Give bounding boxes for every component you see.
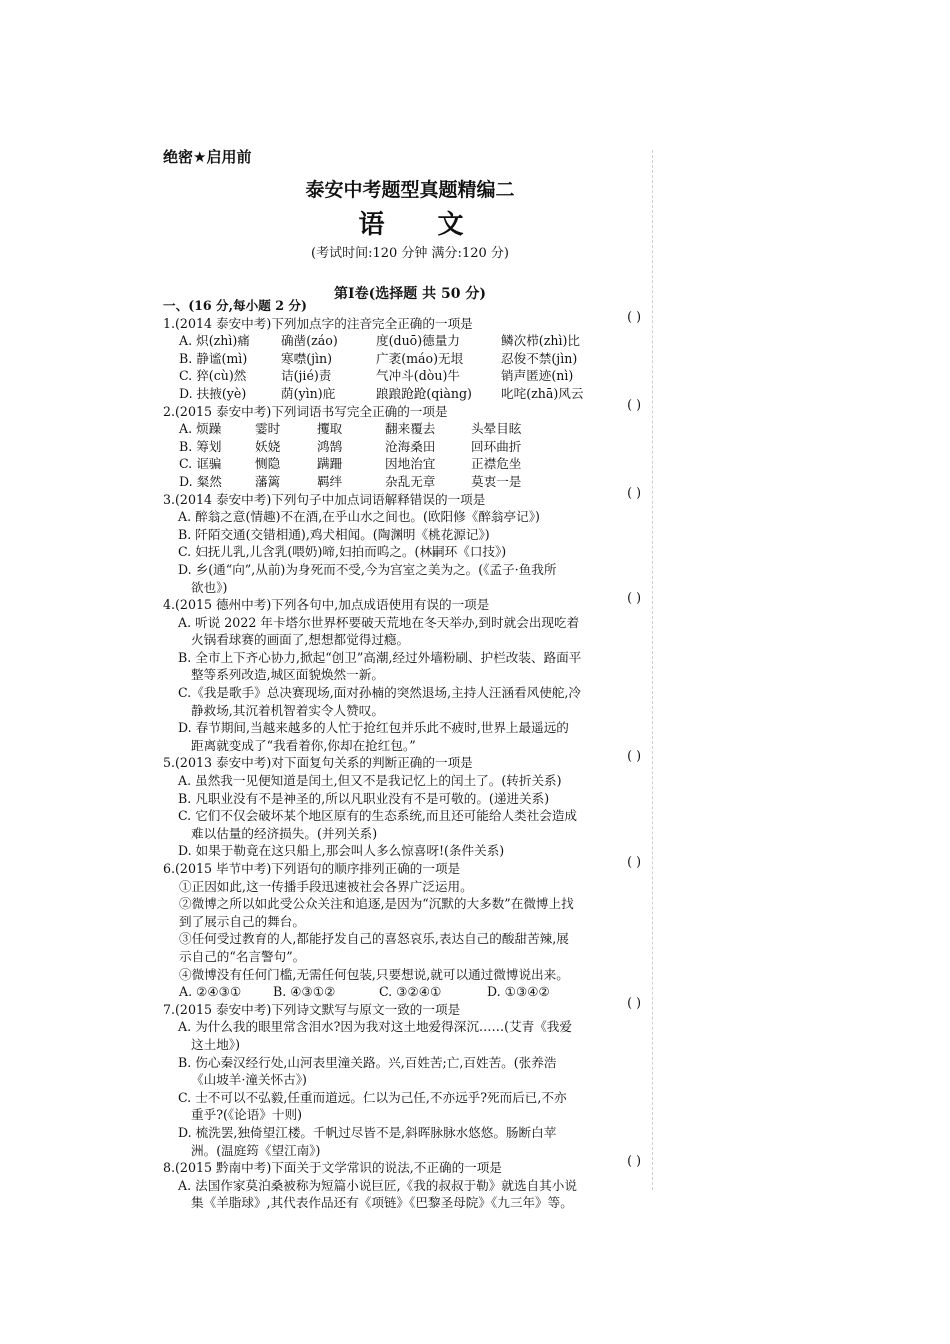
option-d: D. 如果于勒竟在这只船上,那会叫人多么惊喜呀!(条件关系): [178, 843, 505, 859]
exam-info: (考试时间:120 分钟 满分:120 分): [311, 246, 509, 261]
option-d: D. 乡(通“向”,从前)为身死而不受,今为宫室之美为之。(《孟子·鱼我所: [178, 561, 557, 577]
option-cell: 广袤(máo)无垠: [376, 350, 464, 366]
option-cell: 翻来覆去: [385, 421, 436, 437]
part-heading: 第Ⅰ卷(选择题 共 50 分): [334, 286, 486, 302]
option-row: [163, 473, 653, 491]
option-cell: 荫(yìn)庇: [281, 385, 336, 401]
option-cell: 莫衷一是: [471, 473, 522, 489]
option-cell: 踉踉跄跄(qiàng): [376, 385, 472, 401]
question-7: [163, 994, 653, 1019]
question-1: [163, 308, 653, 333]
question-stem: 3.(2014 泰安中考)下列句子中加点词语解释错误的一项是: [163, 491, 486, 507]
option-b-cont: 《山坡羊·潼关怀古》): [191, 1072, 307, 1088]
option-a: A. 虽然我一见便知道是闰土,但又不是我记忆上的闰土了。(转折关系): [178, 773, 562, 789]
sentence-3-cont: 示自己的“名言警句”。: [179, 948, 306, 964]
option-b: B. 全市上下齐心协力,掀起“创卫”高潮,经过外墙粉刷、护栏改装、路面平: [178, 649, 582, 665]
option-c-cont: 重乎?(《论语》十则): [191, 1107, 303, 1123]
answer-blank: ( ): [627, 590, 641, 606]
option-a-cont: 这土地》): [191, 1036, 240, 1052]
option-d: D. 梳洗罢,独倚望江楼。千帆过尽皆不是,斜晖脉脉水悠悠。肠断白苹: [178, 1124, 557, 1140]
option-cell: 忍俊不禁(jìn): [501, 350, 578, 366]
option-cell: B. ④③①②: [273, 984, 336, 1000]
option-b: B. 凡职业没有不是神圣的,所以凡职业没有不是可敬的。(递进关系): [178, 790, 550, 806]
option-cell: C. 诓骗: [179, 456, 222, 472]
option-row: [163, 367, 653, 385]
option-cell: 攫取: [317, 421, 343, 437]
option-row: [163, 385, 653, 403]
option-cell: C. ③②④①: [379, 984, 442, 1000]
option-d: D. 春节期间,当越来越多的人忙于抢红包并乐此不疲时,世界上最遥远的: [178, 720, 569, 736]
question-stem: 7.(2015 泰安中考)下列诗文默写与原文一致的一项是: [163, 1001, 461, 1017]
question-6: [163, 854, 653, 878]
question-body: [163, 297, 653, 1212]
question-3: [163, 484, 653, 509]
option-cell: 度(duō)德量力: [376, 333, 460, 349]
question-stem: 8.(2015 黔南中考)下面关于文学常识的说法,不正确的一项是: [163, 1160, 502, 1176]
option-d-cont: 距离就变成了“我看着你,你却在抢红包。”: [191, 737, 416, 753]
option-c-cont: 静救场,其沉着机智着实令人赞叹。: [191, 702, 384, 718]
question-stem: 4.(2015 德州中考)下列各句中,加点成语使用有误的一项是: [163, 597, 490, 613]
option-cell: D. 扶掖(yè): [179, 385, 247, 401]
question-5: [163, 748, 653, 772]
option-a: A. 醉翁之意(情趣)不在酒,在乎山水之间也。(欧阳修《醉翁亭记》): [178, 509, 540, 525]
option-d-cont: 欲也》): [191, 579, 228, 595]
option-cell: A. ②④③①: [179, 984, 242, 1000]
option-cell: 恻隐: [255, 456, 281, 472]
option-c: C. 它们不仅会破坏某个地区原有的生态系统,而且还可能给人类社会造成: [178, 808, 578, 824]
option-cell: 因地治宜: [385, 456, 436, 472]
option-a-cont: 集《羊脂球》,其代表作品还有《项链》《巴黎圣母院》《九三年》等。: [191, 1195, 573, 1211]
sentence-4: ④微博没有任何门槛,无需任何包装,只要想说,就可以通过微博说出来。: [179, 966, 569, 982]
option-cell: 沧海桑田: [385, 438, 436, 454]
option-cell: D. ①③④②: [487, 984, 550, 1000]
question-stem: 2.(2015 泰安中考)下列词语书写完全正确的一项是: [163, 403, 448, 419]
question-stem: 1.(2014 泰安中考)下列加点字的注音完全正确的一项是: [163, 315, 473, 331]
option-cell: B. 筹划: [179, 438, 222, 454]
option-row: [163, 983, 653, 1001]
option-c: C.《我是歌手》总决赛现场,面对孙楠的突然退场,主持人汪涵看风使舵,冷: [178, 685, 582, 701]
option-cell: 头晕目眩: [471, 421, 522, 437]
option-cell: 寒噤(jìn): [281, 350, 333, 366]
option-cell: A. 烦躁: [179, 421, 222, 437]
option-cell: 杂乱无章: [385, 473, 436, 489]
option-a: A. 听说 2022 年卡塔尔世界杯要破天荒地在冬天举办,到时就会出现吃着: [178, 614, 580, 630]
question-2: [163, 396, 653, 421]
option-c: C. 妇抚儿乳,儿含乳(喂奶)啼,妇拍而呜之。(林嗣环《口技》): [178, 544, 507, 560]
question-stem: 6.(2015 毕节中考)下列语句的顺序排列正确的一项是: [163, 861, 461, 876]
option-row: [163, 420, 653, 438]
sentence-1: ①正因如此,这一传播手段迅速被社会各界广泛运用。: [179, 878, 473, 894]
option-cell: C. 猝(cù)然: [179, 368, 247, 384]
option-row: [163, 350, 653, 368]
sentence-2: ②微博之所以如此受公众关注和追逐,是因为“沉默的大多数”在微博上找: [179, 896, 574, 912]
option-b-cont: 整等系列改造,城区面貌焕然一新。: [191, 667, 384, 683]
option-cell: 确凿(záo): [281, 333, 338, 349]
answer-blank: ( ): [627, 308, 641, 324]
option-cell: 气冲斗(dòu)牛: [376, 368, 460, 384]
answer-blank: ( ): [627, 484, 641, 500]
question-4: [163, 590, 653, 614]
option-cell: 藩篱: [255, 473, 281, 489]
option-row: [163, 455, 653, 473]
option-row: [163, 438, 653, 456]
option-cell: 正襟危坐: [471, 456, 522, 472]
answer-blank: ( ): [627, 396, 641, 412]
option-cell: 鳞次栉(zhì)比: [501, 333, 580, 349]
option-cell: 妖娆: [255, 438, 281, 454]
option-cell: 羁绊: [317, 473, 343, 489]
sentence-3: ③任何受过教育的人,都能抒发自己的喜怒哀乐,表达自己的酸甜苦辣,展: [179, 931, 569, 947]
subject-title: 语 文: [358, 210, 486, 240]
option-c: C. 士不可以不弘毅,任重而道远。仁以为己任,不亦远乎?死而后已,不亦: [178, 1089, 567, 1105]
option-a: A. 法国作家莫泊桑被称为短篇小说巨匠,《我的叔叔于勒》就选自其小说: [178, 1177, 577, 1193]
option-cell: B. 静谧(mì): [179, 350, 248, 366]
exam-title: 泰安中考题型真题精编二: [305, 179, 515, 201]
option-cell: 叱咤(zhā)风云: [501, 385, 584, 401]
option-cell: A. 炽(zhì)痛: [179, 333, 250, 349]
option-cell: 鸿鹄: [317, 438, 343, 454]
option-b: B. 伤心秦汉经行处,山河表里潼关路。兴,百姓苦;亡,百姓苦。(张养浩: [178, 1054, 557, 1070]
section-heading: 一、(16 分,每小题 2 分): [163, 298, 307, 313]
option-cell: 蹒跚: [317, 456, 343, 472]
option-c-cont: 难以估量的经济损失。(并列关系): [191, 825, 378, 841]
answer-blank: ( ): [627, 1153, 641, 1169]
option-a-cont: 火锅看球赛的画面了,想想都觉得过瘾。: [191, 632, 410, 648]
option-row: [163, 332, 653, 350]
answer-blank: ( ): [627, 748, 641, 764]
answer-blank: ( ): [627, 854, 641, 869]
confidential-label: 绝密★启用前: [163, 148, 252, 166]
option-cell: 回环曲折: [471, 438, 522, 454]
answer-blank: ( ): [627, 994, 641, 1010]
option-cell: 销声匿迹(nì): [501, 368, 574, 384]
question-8: [163, 1153, 653, 1177]
option-cell: 诘(jié)责: [281, 368, 332, 384]
option-cell: 霎时: [255, 421, 281, 437]
option-d-cont: 洲。(温庭筠《望江南》): [191, 1142, 321, 1158]
sentence-2-cont: 到了展示自己的舞台。: [179, 913, 305, 929]
option-b: B. 阡陌交通(交错相通),鸡犬相闻。(陶渊明《桃花源记》): [178, 526, 490, 542]
option-a: A. 为什么我的眼里常含泪水?因为我对这土地爱得深沉……(艾青《我爱: [178, 1019, 572, 1035]
question-stem: 5.(2013 泰安中考)对下面复句关系的判断正确的一项是: [163, 755, 473, 771]
option-cell: D. 粲然: [179, 473, 222, 489]
